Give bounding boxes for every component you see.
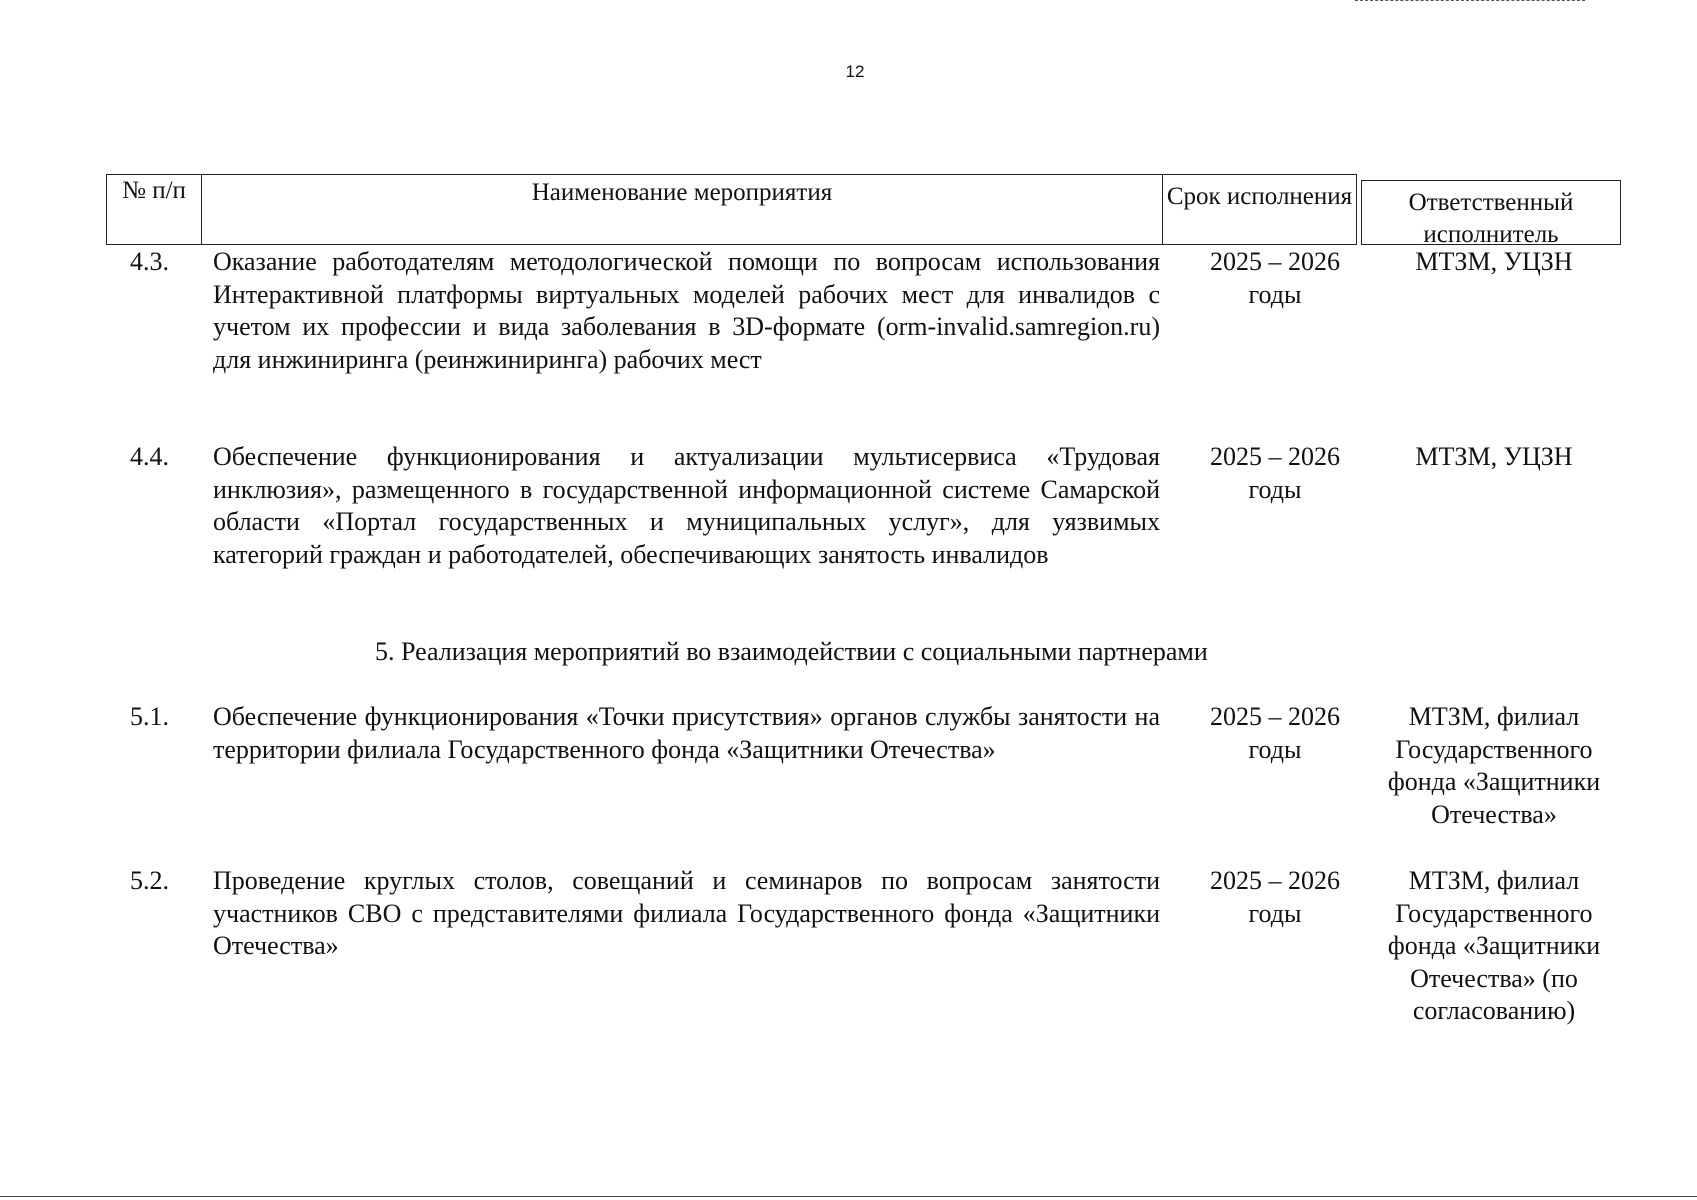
bottom-rule xyxy=(0,1196,1697,1197)
row-name: Оказание работодателям методологической помощи по вопросам использования Интерактивной платформы виртуальных моделей рабочих мест для инвалидов с учетом их профессии и вида заболевания в 3D-формате (orm-invalid.samregion.ru) для инжиниринга (реинжиниринга) рабочих мест xyxy=(213,247,1160,374)
row-name: Обеспечение функционирования и актуализации мультисервиса «Трудовая инклюзия», размещенного в государственной информационной системе Самарской области «Портал государственных и муниципальных услуг», для уязвимых категорий граждан и работодателей, обеспечивающих занятость инвалидов xyxy=(213,442,1160,569)
header-name: Наименование мероприятия xyxy=(202,174,1163,245)
row-number: 5.1. xyxy=(130,702,169,731)
row-name: Обеспечение функционирования «Точки присутствия» органов службы занятости на территории филиала Государственного фонда «Защитники Отечества» xyxy=(213,702,1160,764)
row-number: 5.2. xyxy=(130,866,169,895)
table-header xyxy=(106,174,1621,248)
row-term: 2025 – 2026 годы xyxy=(1210,702,1340,764)
row-term: 2025 – 2026 годы xyxy=(1210,442,1340,504)
header-term: Срок исполнения xyxy=(1163,174,1357,245)
row-number: 4.4. xyxy=(130,442,169,471)
row-name: Проведение круглых столов, совещаний и семинаров по вопросам занятости участников СВО с представителями филиала Государственного фонда «Защитники Отечества» xyxy=(213,866,1160,960)
header-responsible: Ответственный исполнитель xyxy=(1361,180,1621,245)
row-number: 4.3. xyxy=(130,247,169,276)
row-term: 2025 – 2026 годы xyxy=(1210,247,1340,309)
header-number: № п/п xyxy=(106,174,202,245)
row-responsible: МТЗМ, филиал Государственного фонда «Защитники Отечества» xyxy=(1387,702,1601,829)
top-rule xyxy=(1355,0,1585,2)
row-responsible: МТЗМ, УЦЗН xyxy=(1415,247,1573,276)
row-term: 2025 – 2026 годы xyxy=(1210,866,1340,928)
section-title: 5. Реализация мероприятий во взаимодействии с социальными партнерами xyxy=(375,637,1208,666)
row-responsible: МТЗМ, УЦЗН xyxy=(1415,442,1573,471)
row-responsible: МТЗМ, филиал Государственного фонда «Защитники Отечества» (по согласованию) xyxy=(1387,866,1601,1025)
